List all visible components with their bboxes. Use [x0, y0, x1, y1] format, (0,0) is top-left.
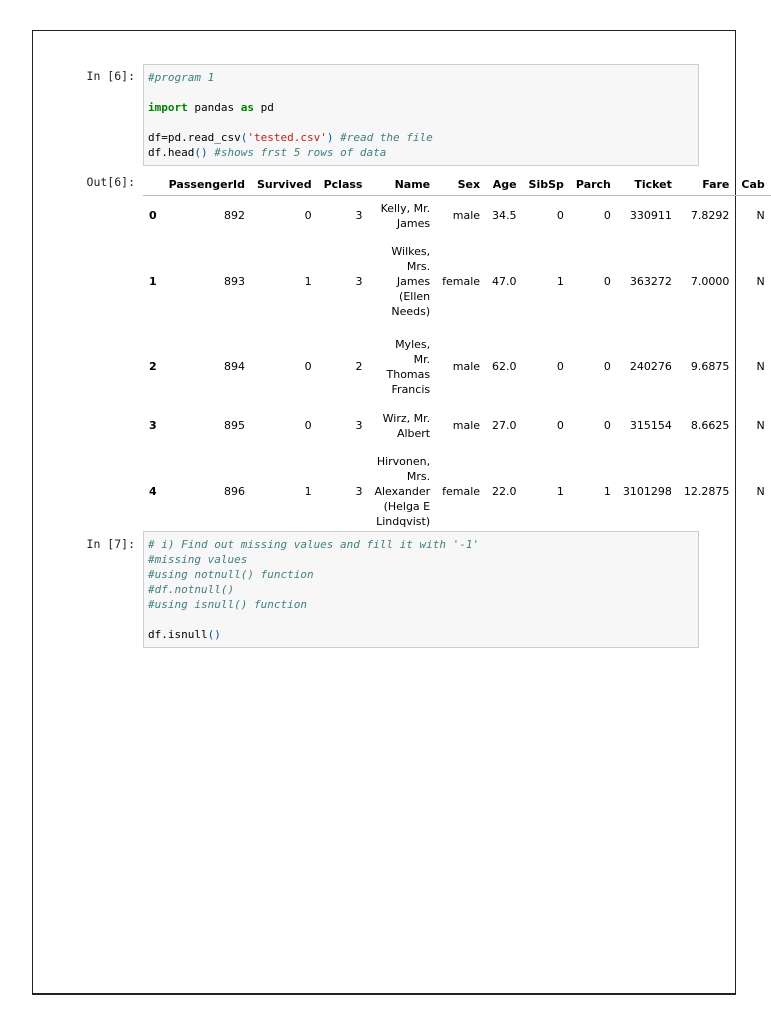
cell-survived: 1	[304, 275, 312, 288]
name-line: James	[396, 275, 431, 288]
cell-pclass: 3	[355, 275, 363, 288]
code-token: df=pd.read_csv	[148, 131, 241, 144]
code-token: df.isnull	[148, 628, 208, 641]
name-line: Mrs.	[406, 260, 431, 273]
code-token: #using notnull() function	[148, 568, 314, 581]
cell-name	[368, 236, 436, 328]
code-line	[148, 145, 694, 160]
cell-cab: N	[756, 419, 765, 432]
name-line: Albert	[396, 426, 431, 440]
code-line	[148, 552, 694, 567]
code-line	[148, 612, 694, 627]
column-header: Fare	[678, 173, 736, 196]
column-header: PassengerId	[163, 173, 251, 196]
code-line	[148, 100, 694, 115]
code-line	[148, 130, 694, 145]
cell-ticket: 315154	[629, 419, 672, 432]
cell-fare: 7.0000	[690, 275, 730, 288]
cell-sex: male	[452, 209, 481, 223]
code-token: # i) Find out missing values and fill it with '-1'	[148, 538, 480, 551]
cell-pclass: 3	[355, 209, 363, 223]
cell-survived: 0	[304, 419, 312, 432]
cell-parch: 0	[603, 275, 611, 288]
column-header: Survived	[251, 173, 318, 196]
table-row	[143, 406, 771, 446]
name-text	[387, 337, 431, 397]
cell-ticket: 240276	[629, 360, 672, 373]
cell-fare: 8.6625	[690, 419, 730, 432]
cell-sibsp: 1	[556, 275, 564, 288]
cell-fare: 7.8292	[690, 209, 730, 223]
cell-survived: 0	[304, 209, 312, 223]
code-line	[148, 597, 694, 612]
column-header	[143, 173, 163, 196]
cell-age: 47.0	[492, 275, 517, 288]
cell-cab: N	[756, 360, 765, 373]
code-token: ()	[194, 146, 208, 159]
row-index: 3	[149, 419, 157, 432]
row-index: 0	[149, 209, 157, 223]
cell-pclass: 3	[355, 485, 363, 498]
cell-passengerid: 894	[223, 360, 245, 373]
column-header: Name	[368, 173, 436, 196]
code-cell-6[interactable]	[143, 64, 699, 166]
name-line: Hirvonen,	[376, 455, 431, 468]
table-row	[143, 446, 771, 538]
name-text	[381, 201, 431, 231]
code-line	[148, 567, 694, 582]
in-prompt-7: In [7]:	[86, 537, 135, 551]
name-line: James	[396, 216, 431, 230]
row-index: 2	[149, 360, 157, 373]
row-index: 4	[149, 485, 157, 498]
cell-sex: female	[442, 485, 481, 498]
cell-fare: 9.6875	[690, 360, 730, 373]
cell-ticket: 330911	[629, 209, 672, 223]
code-cell-7[interactable]	[143, 531, 699, 648]
column-header: SibSp	[523, 173, 570, 196]
column-header: Sex	[436, 173, 486, 196]
cell-cab: N	[756, 485, 765, 498]
code-line	[148, 627, 694, 642]
cell-sibsp: 0	[556, 419, 564, 432]
name-line: Needs)	[391, 305, 431, 318]
code-token: (	[240, 131, 248, 144]
dataframe-output	[143, 173, 765, 538]
name-line: Myles,	[395, 337, 431, 351]
name-line: Wilkes,	[391, 245, 431, 258]
name-line: (Helga E	[383, 500, 431, 513]
cell-name	[368, 328, 436, 406]
column-header: Age	[486, 173, 523, 196]
code-token: 'tested.csv'	[247, 131, 327, 144]
name-line: Lindqvist)	[376, 515, 431, 528]
cell-sibsp: 0	[556, 209, 564, 223]
cell-passengerid: 896	[223, 485, 245, 498]
code-line	[148, 70, 694, 85]
name-line: Thomas	[386, 367, 431, 381]
code-token: as	[240, 101, 254, 114]
cell-sex: male	[452, 360, 481, 373]
name-text	[374, 454, 430, 529]
notebook-page	[32, 30, 765, 995]
code-line	[148, 582, 694, 597]
cell-fare: 12.2875	[683, 485, 730, 498]
name-line: Francis	[391, 382, 431, 396]
cell-sibsp: 1	[556, 485, 564, 498]
code-token: #read the file	[340, 131, 433, 144]
column-header: Ticket	[617, 173, 678, 196]
cell-sibsp: 0	[556, 360, 564, 373]
cell-name	[368, 446, 436, 538]
code-token: #df.notnull()	[148, 583, 235, 596]
code-token: ()	[207, 628, 221, 641]
table-row	[143, 328, 771, 406]
cell-survived: 0	[304, 360, 312, 373]
code-token: #using isnull() function	[148, 598, 307, 611]
code-line	[148, 85, 694, 100]
code-token: )	[326, 131, 334, 144]
cell-parch: 0	[603, 209, 611, 223]
cell-survived: 1	[304, 485, 312, 498]
cell-parch: 0	[603, 360, 611, 373]
cell-passengerid: 892	[223, 209, 245, 223]
cell-name	[368, 406, 436, 446]
code-token: pandas	[187, 101, 241, 114]
cell-parch: 1	[603, 485, 611, 498]
name-text	[391, 244, 430, 319]
name-line: (Ellen	[399, 290, 431, 303]
code-token: df.head	[148, 146, 195, 159]
code-token: #missing values	[148, 553, 248, 566]
cell-age: 34.5	[492, 209, 517, 223]
cell-cab: N	[756, 275, 765, 288]
cell-name	[368, 196, 436, 236]
code-line	[148, 537, 694, 552]
column-header: Pclass	[318, 173, 369, 196]
cell-age: 22.0	[492, 485, 517, 498]
table-row	[143, 236, 771, 328]
cell-sex: male	[452, 419, 481, 432]
cell-age: 62.0	[492, 360, 517, 373]
table-row	[143, 196, 771, 236]
name-line: Wirz, Mr.	[382, 411, 431, 425]
code-editor[interactable]	[148, 70, 694, 160]
column-header: Cab	[735, 173, 770, 196]
name-line: Mrs.	[406, 470, 431, 483]
cell-passengerid: 895	[223, 419, 245, 432]
table-header-row	[143, 173, 771, 196]
cell-pclass: 3	[355, 419, 363, 432]
column-header: Parch	[570, 173, 617, 196]
name-line: Alexander	[374, 485, 431, 498]
name-line: Kelly, Mr.	[380, 201, 431, 215]
name-line: Mr.	[413, 352, 431, 366]
code-line	[148, 115, 694, 130]
cell-passengerid: 893	[223, 275, 245, 288]
dataframe-table	[143, 173, 771, 538]
cell-cab: N	[756, 209, 765, 223]
name-text	[383, 411, 430, 441]
code-token: pd	[253, 101, 274, 114]
code-token: #shows frst 5 rows of data	[214, 146, 387, 159]
cell-ticket: 3101298	[622, 485, 672, 498]
code-editor[interactable]	[148, 537, 694, 642]
in-prompt-6: In [6]:	[86, 69, 135, 83]
code-token: import	[148, 101, 188, 114]
cell-parch: 0	[603, 419, 611, 432]
row-index: 1	[149, 275, 157, 288]
out-prompt-6: Out[6]:	[86, 175, 135, 189]
code-token: #program 1	[148, 71, 215, 84]
cell-ticket: 363272	[629, 275, 672, 288]
cell-age: 27.0	[492, 419, 517, 432]
cell-sex: female	[442, 275, 481, 288]
cell-pclass: 2	[355, 360, 363, 373]
